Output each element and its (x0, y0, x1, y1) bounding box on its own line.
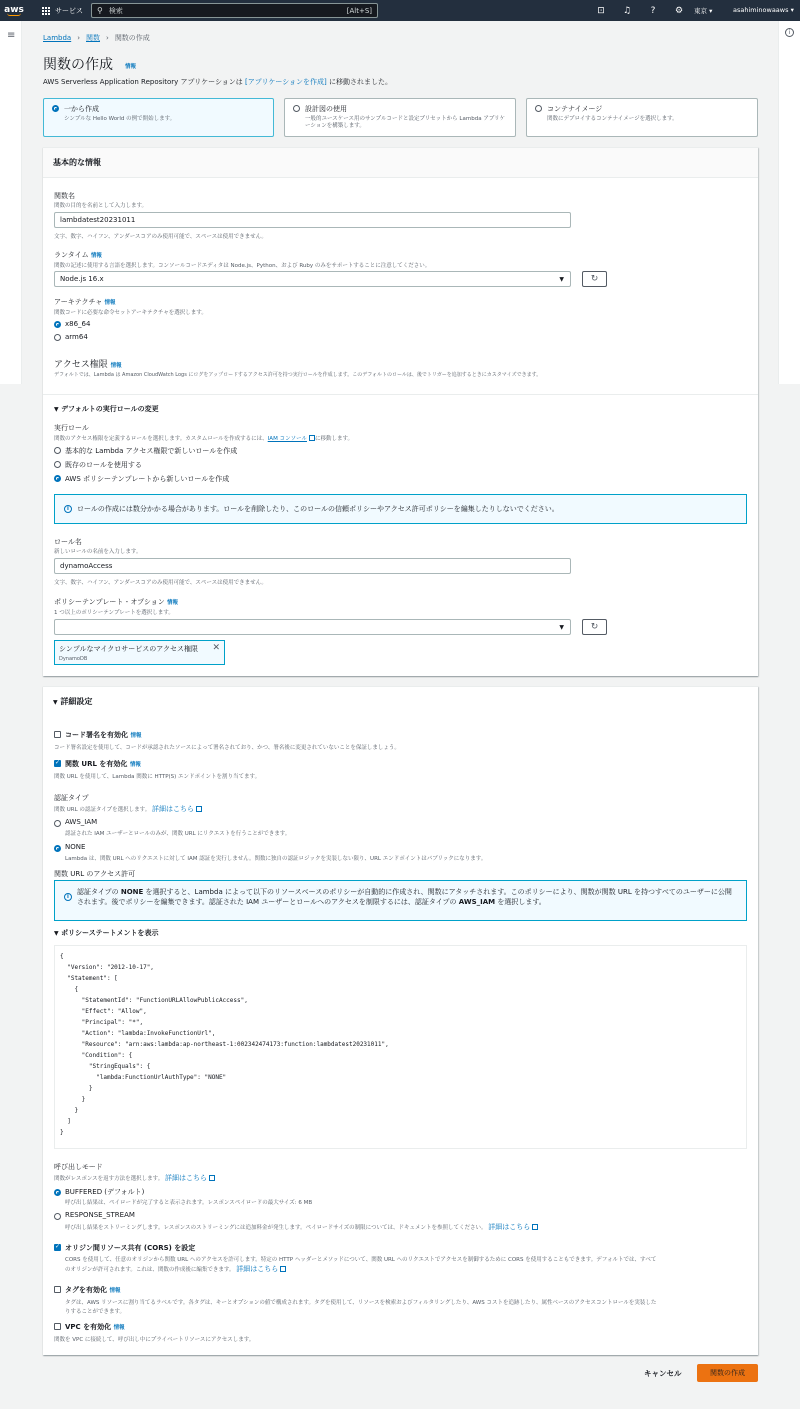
tile-radio[interactable] (535, 105, 542, 112)
cors-checkbox[interactable] (54, 1244, 61, 1251)
tile-desc: シンプルな Hello World の例で開始します。 (64, 116, 176, 122)
basic-info-header: 基本的な情報 (43, 148, 758, 178)
runtime-desc: 関数の記述に使用する言語を選択します。コンソールコードエディタは Node.js、Python、および Ruby のみをサポートすることに注意してください。 (54, 263, 431, 269)
policy-template-label (54, 597, 178, 607)
auth-none-desc: Lambda は、関数 URL へのリクエストに対して IAM 認証を実行しません。関数に独自の認証ロジックを実装しない限り、URL エンドポイントはパブリックになります。 (65, 856, 487, 862)
arch-arm64-label: arm64 (65, 333, 88, 341)
role-basic-label: 基本的な Lambda アクセス権限で新しいロールを作成 (65, 447, 238, 455)
vpc-label-text: VPC を有効化 (65, 1323, 112, 1331)
caret-down-icon: ▼ (53, 699, 58, 706)
tags-desc-1: タグは、AWS リソースに割り当てるラベルです。各タグは、キーとオプションの値で構成されます。タグを使用して、リソースを検索およびフィルタリングしたり、AWS コストを追跡したり、属性ベースのアクセスコントロールを実装した (65, 1300, 657, 1306)
architecture-desc: 関数コードに必要な命令セットアーキテクチャを選択します。 (54, 310, 207, 316)
runtime-value: Node.js 16.x (60, 275, 104, 283)
execution-role-desc (54, 434, 353, 442)
response-stream-radio[interactable] (54, 1213, 61, 1220)
role-info-alert (54, 494, 747, 524)
info-icon: i (64, 893, 72, 901)
role-basic-radio[interactable] (54, 447, 61, 454)
access-info-none: NONE (120, 888, 144, 896)
permissions-desc: デフォルトでは、Lambda は Amazon CloudWatch Logs にログをアップロードするアクセス許可を持つ実行ロールを作成します。このデフォルトのロールは、後でトリガーを追加するときにカスタマイズできます。 (54, 372, 542, 378)
iam-console-link[interactable]: IAM コンソール (267, 436, 307, 442)
policy-token (54, 640, 225, 665)
auth-learn-more-link[interactable]: 詳細はこちら (151, 805, 194, 813)
function-name-label: 関数名 (54, 192, 75, 200)
vpc-checkbox[interactable] (54, 1323, 61, 1330)
role-toggle-text: デフォルトの実行ロールの変更 (61, 405, 159, 413)
auth-none-radio[interactable] (54, 845, 61, 852)
auth-type-desc (54, 804, 202, 814)
auth-desc-text: 関数 URL の認証タイプを選択します。 (54, 807, 151, 813)
access-info-iam: AWS_IAM (458, 898, 496, 906)
permissions-label (54, 357, 122, 370)
cloudshell-icon[interactable]: ⊡ (597, 5, 605, 16)
role-info-text: ロールの作成には数分かかる場合があります。ロールを削除したり、このロールの信頼ポリシーやアクセス許可ポリシーを編集したりしないでください。 (77, 505, 559, 513)
breadcrumb-lambda[interactable]: Lambda (43, 34, 72, 42)
policy-toggle-text: ポリシーステートメントを表示 (61, 929, 159, 937)
role-name-label: ロール名 (54, 538, 82, 546)
tile-title: 設計図の使用 (305, 105, 347, 113)
search-input[interactable] (91, 3, 378, 18)
breadcrumb-functions[interactable]: 関数 (86, 34, 100, 42)
url-access-info-alert (54, 880, 747, 921)
advanced-header-text: 詳細設定 (60, 697, 93, 706)
function-name-input[interactable]: lambdatest20231011 (54, 212, 571, 228)
create-function-button[interactable]: 関数の作成 (697, 1364, 758, 1382)
invoke-mode-desc (54, 1173, 215, 1183)
info-icon: i (64, 505, 72, 513)
runtime-label-text: ランタイム (54, 251, 89, 259)
policy-template-select[interactable] (54, 619, 571, 635)
title-info-link[interactable]: 情報 (125, 64, 137, 70)
invoke-desc-text: 関数がレスポンスを返す方法を選択します。 (54, 1176, 164, 1182)
search-shortcut: [Alt+S] (346, 6, 372, 15)
subtitle-text-end: に移動されました。 (326, 78, 393, 86)
breadcrumb-current: 関数の作成 (114, 34, 150, 42)
tile-use-blueprint[interactable] (284, 98, 516, 137)
code-sign-info-link[interactable]: 情報 (130, 733, 142, 739)
external-link-icon (196, 806, 202, 812)
code-signing-label (65, 730, 141, 740)
settings-gear-icon[interactable]: ⚙ (674, 5, 684, 16)
access-info-text-2: を選択すると、Lambda によって以下のリソースベースのポリシーが自動的に作成され、関数にアタッチされます。このポリシーにより、関数が関数 URL を持つすべてのユーザーに公開されます。後でポリシーを編集できます。認証された IAM ユーザーとロールへのアクセスを制限するには、認証タイプの (77, 888, 732, 906)
policy-info-link[interactable]: 情報 (166, 600, 178, 606)
hamburger-menu-icon[interactable]: ≡ (7, 30, 16, 41)
cors-label: オリジン間リソース共有 (CORS) を設定 (65, 1244, 196, 1252)
page-subtitle (43, 77, 392, 87)
function-url-desc: 関数 URL を使用して、Lambda 関数に HTTP(S) エンドポイントを割り当てます。 (54, 774, 261, 780)
policy-refresh-button[interactable] (582, 619, 607, 635)
arch-x86-label: x86_64 (65, 320, 91, 328)
tile-container-image[interactable] (526, 98, 758, 137)
vpc-label (65, 1322, 125, 1332)
role-policy-template-label: AWS ポリシーテンプレートから新しいロールを作成 (65, 475, 230, 483)
cors-desc-1: CORS を使用して、任意のオリジンから関数 URL へのアクセスを許可します。特定の HTTP ヘッダーとメソッドについて、関数 URL へのリクエストでアクセスを制御するために CORS を使用することもできます。デフォルトでは、すべて (65, 1257, 657, 1263)
search-icon: ⚲ (97, 6, 103, 15)
buffered-radio[interactable] (54, 1189, 61, 1196)
refresh-icon: ↻ (590, 622, 599, 632)
cors-learn-more-link[interactable]: 詳細はこちら (236, 1265, 279, 1273)
tile-desc: 一般的ユースケース用のサンプルコードと設定プリセットから Lambda アプリケーションを構築します。 (305, 116, 505, 129)
buffered-label: BUFFERED (デフォルト) (65, 1188, 145, 1196)
tags-info-link[interactable]: 情報 (109, 1288, 121, 1294)
tile-author-from-scratch[interactable] (43, 98, 274, 137)
function-name-hint: 文字、数字、ハイフン、アンダースコアのみ使用可能で、スペースは使用できません。 (54, 234, 267, 240)
tags-desc-2: りすることができます。 (65, 1309, 126, 1315)
page-title: 関数の作成 (43, 57, 113, 73)
access-info-text-3: を選択します。 (495, 898, 546, 906)
buffered-desc: 呼び出し結果は、ペイロードが完了すると表示されます。レスポンスペイロードの最大サイズ: 6 MB (65, 1200, 313, 1206)
aws-logo[interactable]: aws (4, 4, 24, 15)
policy-statement-code[interactable]: { "Version": "2012-10-17", "Statement": [ { "StatementId": "FunctionURLAllowPublicAccess", "Effect": "Allow", "Principal": "*", "Action": "lambda:InvokeFunctionUrl", "Resource": "arn:aws:lambda:ap-northeast-1:002342474173:function:lambdatest20231011", "Condition": { "StringEquals": { "lambda:FunctionUrlAuthType": "NONE" } } } ] } (54, 945, 747, 1149)
auth-type-label: 認証タイプ (54, 794, 89, 802)
policy-template-desc: 1 つ以上のポリシーテンプレートを選択します。 (54, 610, 174, 616)
response-stream-desc (65, 1222, 538, 1232)
stream-learn-more-link[interactable]: 詳細はこちら (488, 1223, 531, 1231)
tile-radio[interactable] (293, 105, 300, 112)
create-application-link[interactable]: [アプリケーションを作成] (245, 78, 327, 86)
exec-role-desc-text: 関数のアクセス権限を定義するロールを選択します。カスタムロールを作成するには、 (54, 436, 268, 442)
tile-radio[interactable] (52, 105, 59, 112)
function-url-checkbox[interactable] (54, 760, 61, 767)
change-default-role-toggle[interactable] (54, 404, 159, 414)
code-signing-desc: コード署名設定を使用して、コードが承認されたソースによって署名されており、かつ、署名後に変更されていないことを保証しましょう。 (54, 745, 400, 751)
cors-desc-2 (65, 1264, 286, 1274)
help-icon[interactable]: ? (650, 5, 656, 16)
refresh-icon: ↻ (590, 274, 599, 284)
function-url-label (65, 759, 141, 769)
auth-iam-desc: 認証された IAM ユーザーとロールのみが、関数 URL にリクエストを行うことができます。 (65, 831, 291, 837)
info-panel-icon[interactable]: i (785, 28, 794, 37)
runtime-info-link[interactable]: 情報 (90, 253, 102, 259)
advanced-settings-header[interactable] (43, 687, 758, 717)
function-name-desc: 関数の目的を名前として入力します。 (54, 203, 148, 209)
caret-down-icon: ▼ (54, 406, 59, 413)
external-link-icon (209, 1175, 215, 1181)
policy-statement-toggle[interactable] (54, 928, 159, 938)
url-label-text: 関数 URL を有効化 (65, 760, 128, 768)
cors-desc-2-text: のオリジンが許可されます。これは、関数の作成後に編集できます。 (65, 1267, 235, 1273)
caret-down-icon: ▼ (559, 276, 564, 283)
vpc-desc: 関数を VPC に接続して、呼び出し中にプライベートリソースにアクセスします。 (54, 1337, 255, 1343)
code-sign-label-text: コード署名を有効化 (65, 731, 128, 739)
url-access-label: 関数 URL のアクセス許可 (54, 870, 136, 878)
role-existing-label: 既存のロールを使用する (65, 461, 142, 469)
role-name-input[interactable]: dynamoAccess (54, 558, 571, 574)
chevron-right-icon: › (77, 34, 80, 42)
tile-title: コンテナイメージ (547, 105, 603, 113)
subtitle-text: AWS Serverless Application Repository アプリケーションは (43, 78, 246, 86)
token-title: シンプルなマイクロサービスのアクセス権限 (59, 645, 199, 653)
architecture-label (54, 297, 116, 307)
left-nav-rail (0, 21, 22, 384)
services-menu[interactable]: サービス (55, 6, 83, 15)
external-link-icon (532, 1224, 538, 1230)
external-link-icon (280, 1266, 286, 1272)
caret-down-icon: ▼ (54, 930, 59, 937)
invoke-learn-more-link[interactable]: 詳細はこちら (164, 1174, 207, 1182)
auth-none-label: NONE (65, 843, 86, 851)
auth-iam-radio[interactable] (54, 820, 61, 827)
url-info-link[interactable]: 情報 (129, 762, 141, 768)
arch-x86-radio[interactable] (54, 321, 61, 328)
topbar-icons (588, 0, 692, 21)
architecture-label-text: アーキテクチャ (54, 298, 103, 306)
execution-role-label: 実行ロール (54, 424, 89, 432)
role-name-hint: 文字、数字、ハイフン、アンダースコアのみ使用可能で、スペースは使用できません。 (54, 580, 267, 586)
permissions-label-text: アクセス権限 (54, 360, 108, 370)
caret-down-icon: ▼ (559, 624, 564, 631)
account-menu[interactable]: asahiminowaaws ▾ (733, 6, 794, 14)
runtime-select[interactable] (54, 271, 571, 287)
notifications-bell-icon[interactable]: ♫ (622, 5, 632, 16)
access-info-text-1: 認証タイプの (77, 888, 121, 896)
right-info-rail (778, 21, 800, 384)
tags-label (65, 1285, 120, 1295)
role-name-desc: 新しいロールの名前を入力します。 (54, 549, 142, 555)
stream-desc-text: 呼び出し結果をストリーミングします。レスポンスのストリーミングには追加料金が発生します。ペイロードサイズの制限については、ドキュメントを参照してください。 (65, 1225, 487, 1231)
close-icon[interactable]: ✕ (212, 643, 220, 653)
search-placeholder: 検索 (108, 6, 123, 15)
role-existing-radio[interactable] (54, 461, 61, 468)
token-subtitle: DynamoDB (59, 656, 88, 662)
response-stream-label: RESPONSE_STREAM (65, 1211, 135, 1219)
chevron-right-icon: › (106, 34, 109, 42)
arch-arm64-radio[interactable] (54, 334, 61, 341)
tile-desc: 関数にデプロイするコンテナイメージを選択します。 (547, 116, 678, 122)
services-grid-icon[interactable] (42, 7, 50, 15)
tile-title: 一から作成 (64, 105, 99, 113)
permissions-info-link[interactable]: 情報 (110, 363, 122, 369)
architecture-info-link[interactable]: 情報 (104, 300, 116, 306)
exec-role-desc-end: に移動します。 (314, 436, 354, 442)
runtime-label (54, 250, 102, 260)
tags-checkbox[interactable] (54, 1286, 61, 1293)
runtime-refresh-button[interactable] (582, 271, 607, 287)
cancel-button[interactable]: キャンセル (644, 1369, 682, 1378)
policy-label-text: ポリシーテンプレート - オプション (54, 598, 165, 606)
breadcrumb (43, 33, 150, 43)
invoke-mode-label: 呼び出しモード (54, 1163, 103, 1171)
divider (43, 394, 758, 395)
vpc-info-link[interactable]: 情報 (113, 1325, 125, 1331)
tags-label-text: タグを有効化 (65, 1286, 107, 1294)
auth-iam-label: AWS_IAM (65, 818, 98, 826)
code-signing-checkbox[interactable] (54, 731, 61, 738)
role-policy-template-radio[interactable] (54, 475, 61, 482)
region-selector[interactable]: 東京 ▾ (694, 7, 713, 15)
